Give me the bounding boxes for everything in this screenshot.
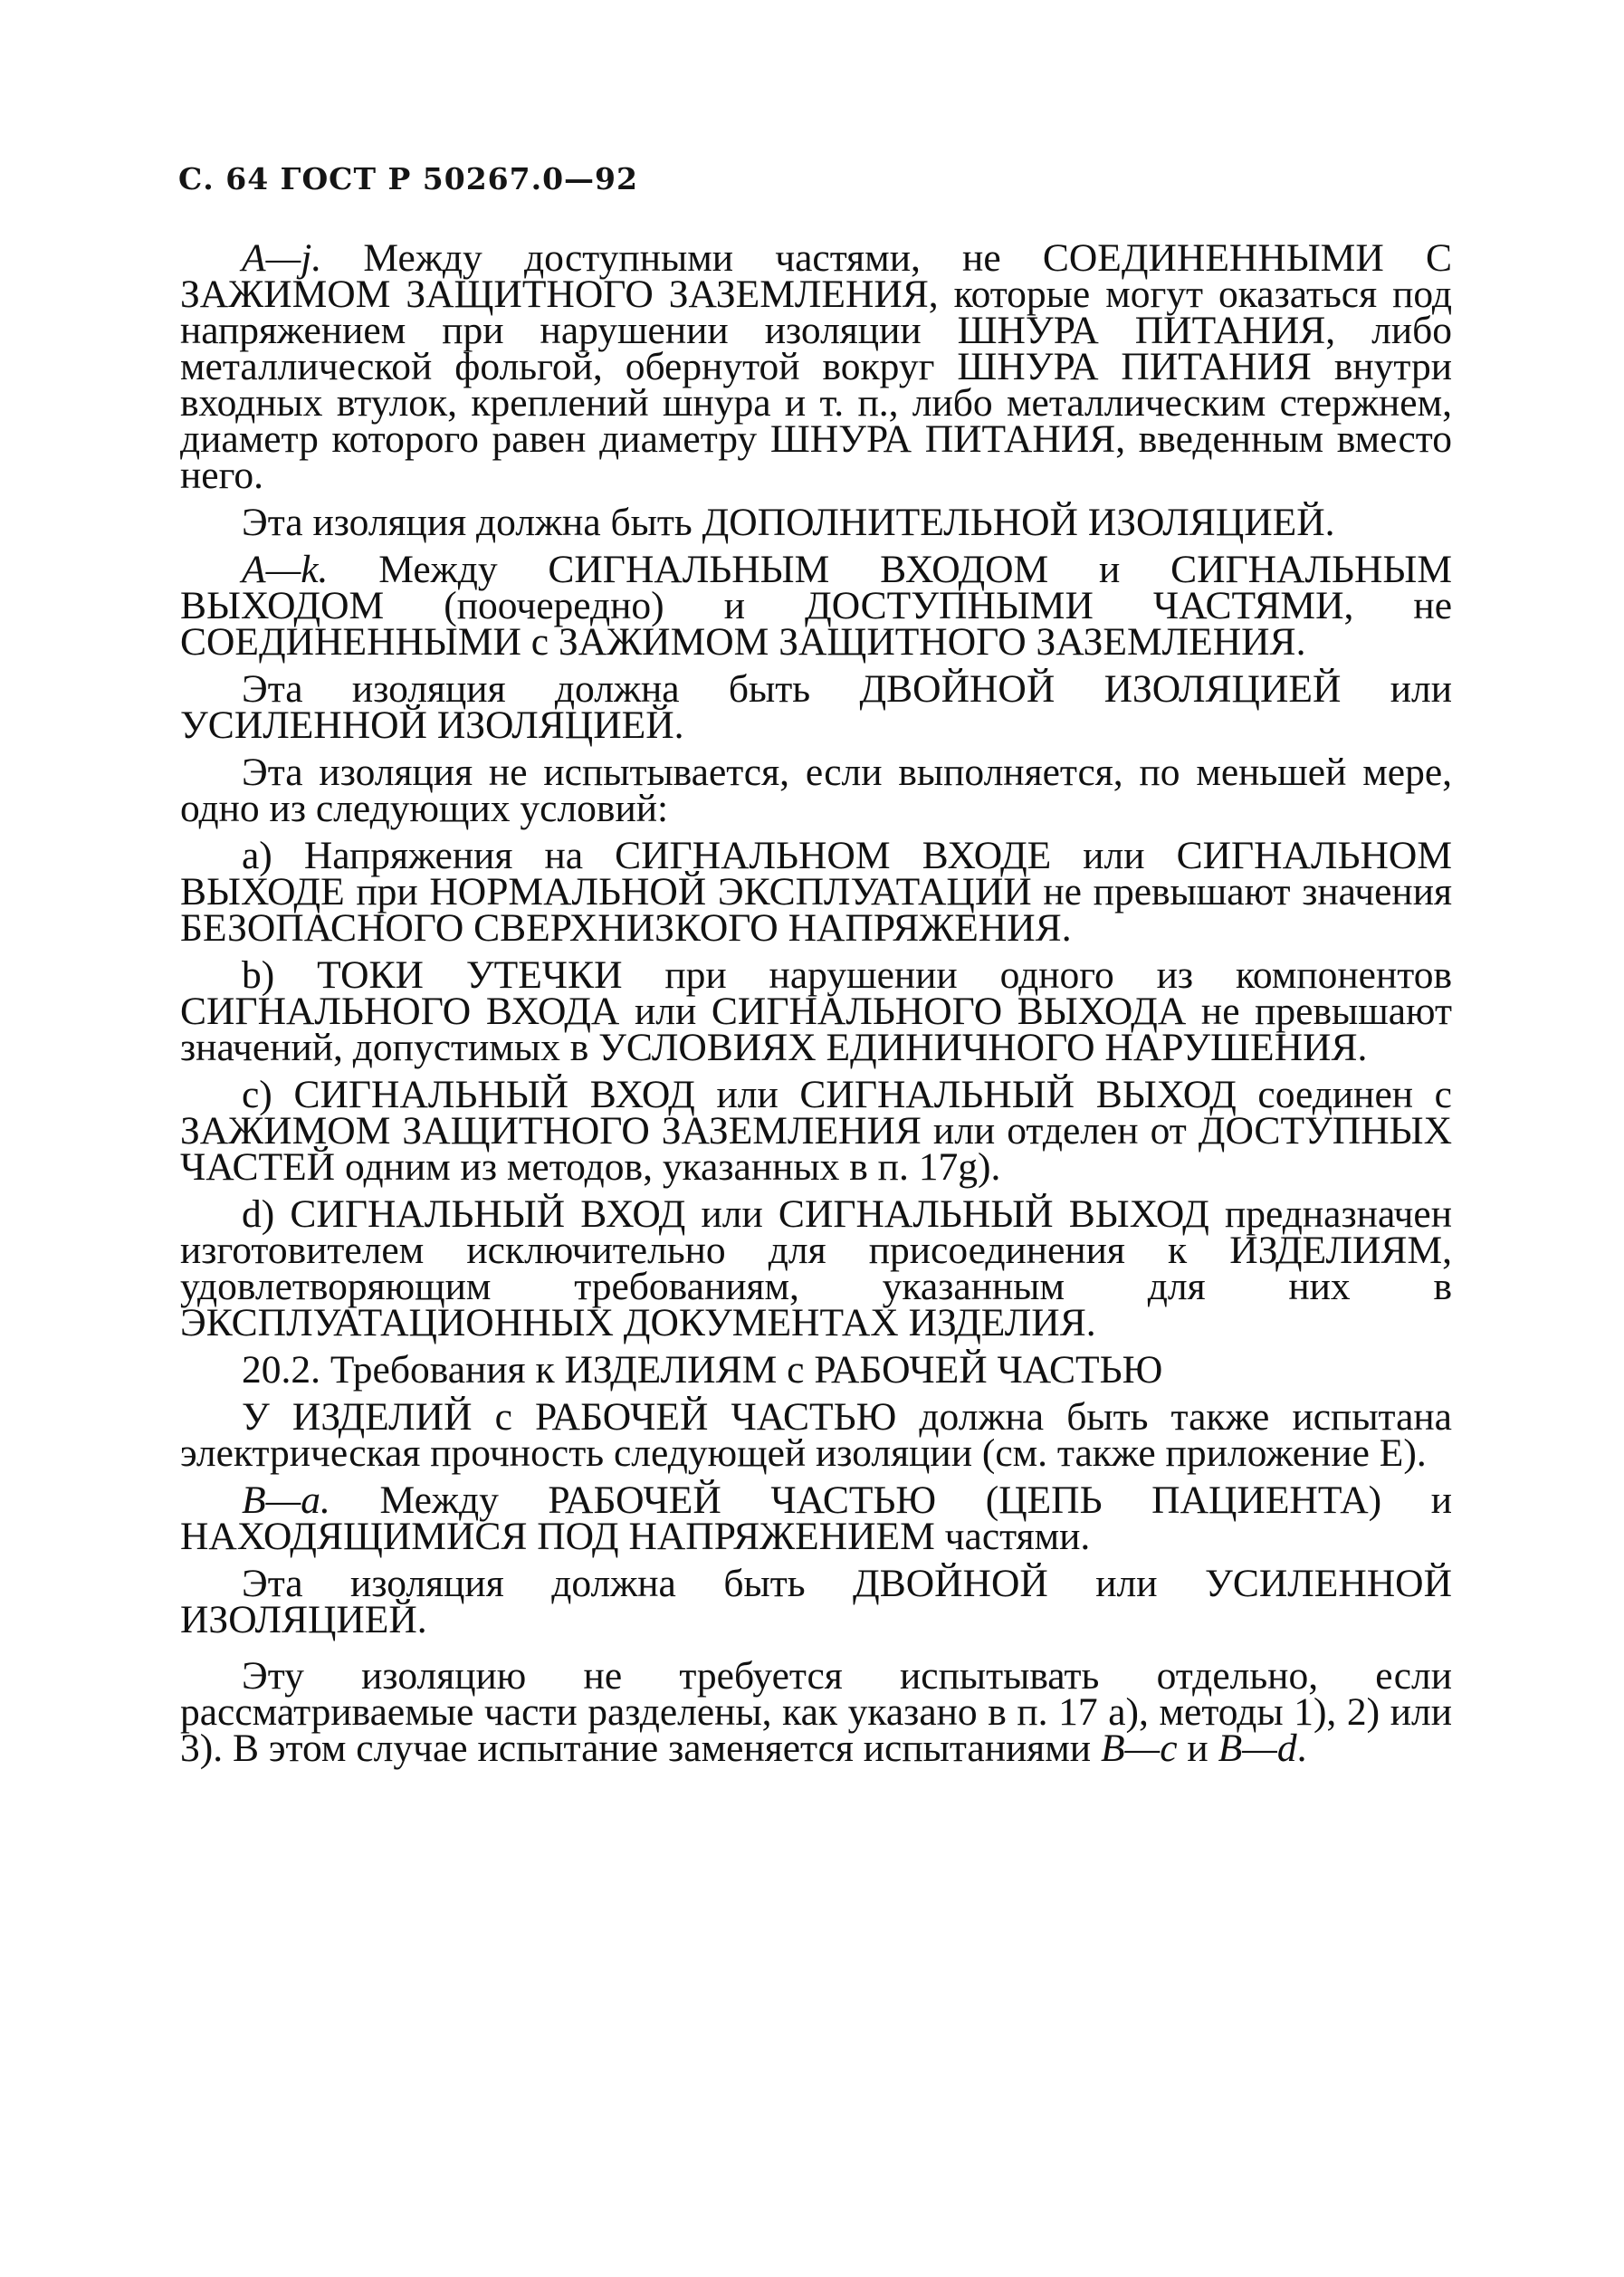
paragraph [180, 1562, 1452, 1641]
paragraph-text: Эту изоляцию не требуется испытывать отдельно, если рассматриваемые части разделены, как указано в п. 17 а), методы 1), 2) или 3). В этом случае испытание заменяется испытаниями [180, 1654, 1452, 1770]
clause-label-a-k: A—k. [242, 548, 329, 591]
clause-label-b-a: B—a. [242, 1478, 330, 1522]
paragraph-text: Эта изоляция должна быть ДВОЙНОЙ ИЗОЛЯЦИЕЙ или УСИЛЕННОЙ ИЗОЛЯЦИЕЙ. [180, 667, 1452, 747]
paragraph-text: Между СИГНАЛЬНЫМ ВХОДОМ и СИГНАЛЬНЫМ ВЫХОДОМ (поочередно) и ДОСТУПНЫМИ ЧАСТЯМИ, не СОЕДИНЕННЫМИ с ЗАЖИМОМ ЗАЩИТНОГО ЗАЗЕМЛЕНИЯ. [180, 548, 1452, 664]
paragraph-a-j [180, 236, 1452, 497]
paragraph-a-k [180, 548, 1452, 664]
paragraph [180, 501, 1452, 544]
paragraph [180, 751, 1452, 830]
paragraph-text: a) Напряжения на СИГНАЛЬНОМ ВХОДЕ или СИГНАЛЬНОМ ВЫХОДЕ при НОРМАЛЬНОЙ ЭКСПЛУАТАЦИИ не превышают значения БЕЗОПАСНОГО СВЕРХНИЗКОГО НАПРЯЖЕНИЯ. [180, 834, 1452, 950]
section-heading-20-2 [180, 1348, 1452, 1392]
paragraph-text: b) ТОКИ УТЕЧКИ при нарушении одного из компонентов СИГНАЛЬНОГО ВХОДА или СИГНАЛЬНОГО ВЫХОДА не превышают значений, допустимых в УСЛОВИЯХ ЕДИНИЧНОГО НАРУШЕНИЯ. [180, 953, 1452, 1069]
list-item-d [180, 1192, 1452, 1344]
paragraph-b-a [180, 1478, 1452, 1558]
list-item-a [180, 834, 1452, 950]
page-header: С. 64 ГОСТ Р 50267.0—92 [178, 161, 638, 196]
paragraph-final [180, 1654, 1452, 1770]
paragraph-text: c) СИГНАЛЬНЫЙ ВХОД или СИГНАЛЬНЫЙ ВЫХОД соединен с ЗАЖИМОМ ЗАЩИТНОГО ЗАЗЕМЛЕНИЯ или отделен от ДОСТУПНЫХ ЧАСТЕЙ одним из методов, указанных в п. 17g). [180, 1073, 1452, 1189]
paragraph-text: Эта изоляция не испытывается, если выполняется, по меньшей мере, одно из следующих условий: [180, 751, 1452, 830]
list-item-b [180, 953, 1452, 1069]
clause-label-a-j: A—j. [242, 236, 322, 280]
list-item-c [180, 1073, 1452, 1189]
paragraph-text: . [1296, 1727, 1307, 1770]
paragraph-text: Между РАБОЧЕЙ ЧАСТЬЮ (ЦЕПЬ ПАЦИЕНТА) и НАХОДЯЩИМИСЯ ПОД НАПРЯЖЕНИЕМ частями. [180, 1478, 1452, 1558]
section-title: 20.2. Требования к ИЗДЕЛИЯМ с РАБОЧЕЙ ЧАСТЬЮ [242, 1348, 1163, 1392]
clause-ref-b-d: B—d [1218, 1727, 1297, 1770]
paragraph-text: d) СИГНАЛЬНЫЙ ВХОД или СИГНАЛЬНЫЙ ВЫХОД предназначен изготовителем исключительно для присоединения к ИЗДЕЛИЯМ, удовлетворяющим требованиям, указанным для них в ЭКСПЛУАТАЦИОННЫХ ДОКУМЕНТАХ ИЗДЕЛИЯ. [180, 1192, 1452, 1344]
paragraph-text: У ИЗДЕЛИЙ с РАБОЧЕЙ ЧАСТЬЮ должна быть также испытана электрическая прочность следующей изоляции (см. также приложение Е). [180, 1395, 1452, 1475]
paragraph-text: Эта изоляция должна быть ДОПОЛНИТЕЛЬНОЙ ИЗОЛЯЦИЕЙ. [242, 501, 1335, 544]
clause-ref-b-c: B—c [1100, 1727, 1178, 1770]
paragraph [180, 667, 1452, 747]
paragraph-text: Между доступными частями, не СОЕДИНЕННЫМИ С ЗАЖИМОМ ЗАЩИТНОГО ЗАЗЕМЛЕНИЯ, которые могут оказаться под напряжением при нарушении изоляции ШНУРА ПИТАНИЯ, либо металлической фольгой, обернутой вокруг ШНУРА ПИТАНИЯ внутри входных втулок, креплений шнура и т. п., либо металлическим стержнем, диаметр которого равен диаметру ШНУРА ПИТАНИЯ, введенным вместо него. [180, 236, 1452, 497]
paragraph-text: Эта изоляция должна быть ДВОЙНОЙ или УСИЛЕННОЙ ИЗОЛЯЦИЕЙ. [180, 1562, 1452, 1641]
document-body [180, 236, 1452, 1777]
paragraph [180, 1395, 1452, 1475]
paragraph-text: и [1177, 1727, 1218, 1770]
